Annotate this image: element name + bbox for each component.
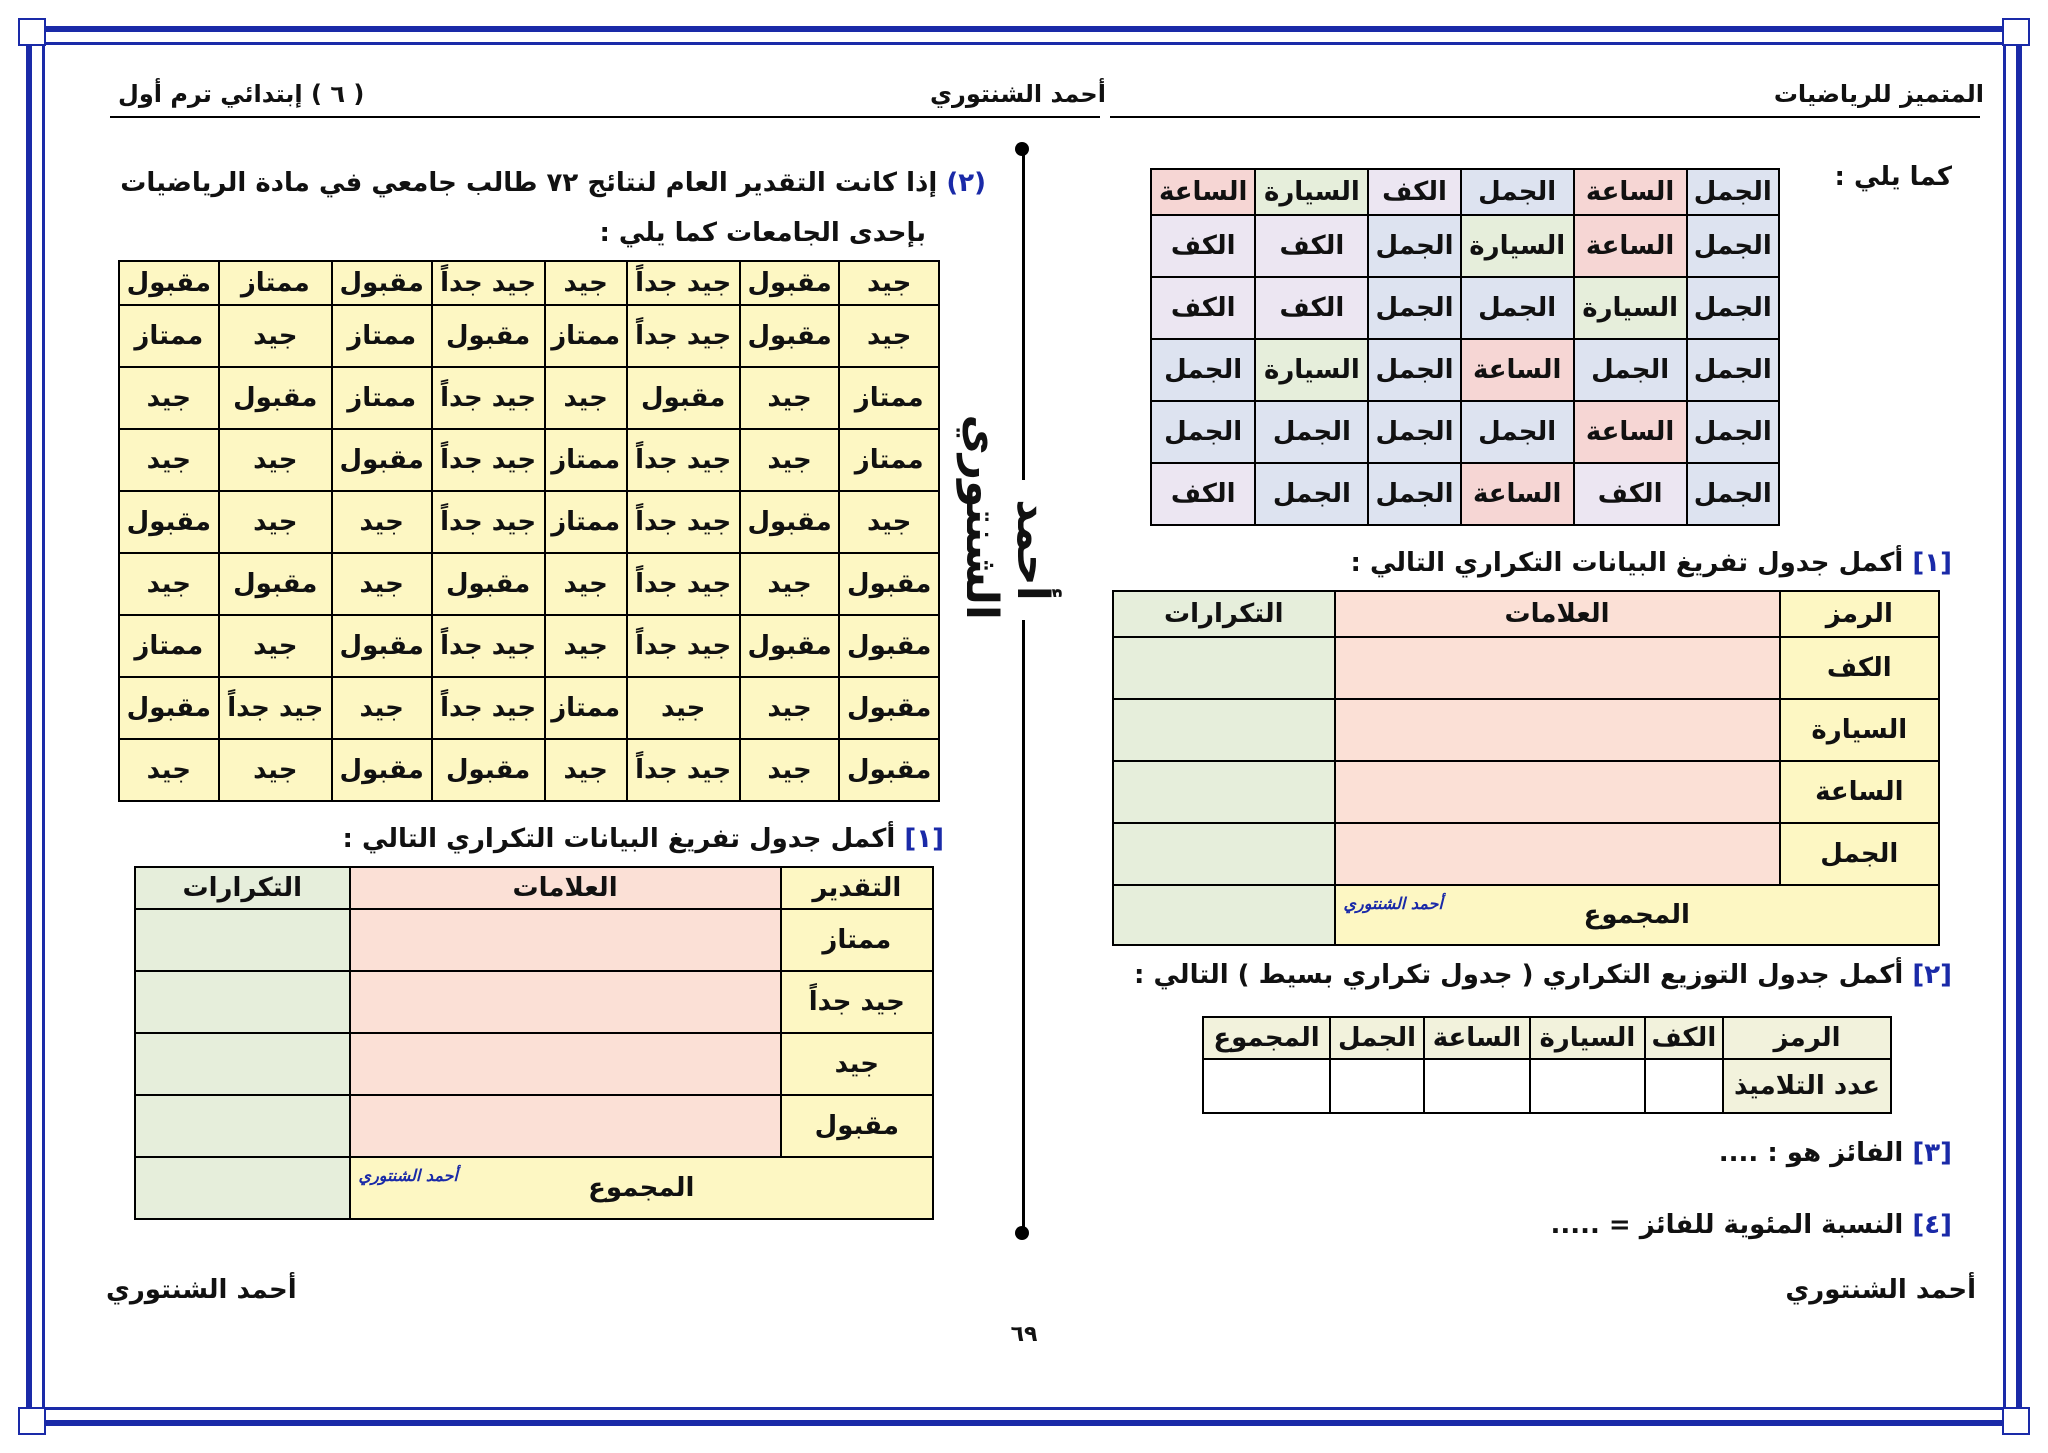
divider-dot xyxy=(1015,142,1029,156)
grade-cell: مقبول xyxy=(219,367,332,429)
grade-cell: جيد xyxy=(839,261,939,305)
grade-cell: مقبول xyxy=(332,429,432,491)
grade-cell: جيد جداً xyxy=(432,615,545,677)
grade-cell: جيد xyxy=(545,739,627,801)
grade-cell: مقبول xyxy=(740,261,840,305)
header-left-grade: ( ٦ ) إبتدائي ترم أول xyxy=(118,80,365,108)
grade-cell: ممتاز xyxy=(219,261,332,305)
dist-head-cell: المجموع xyxy=(1203,1017,1330,1059)
grade-cell: جيد جداً xyxy=(627,261,740,305)
grades-row xyxy=(119,429,939,491)
tally-head-freq: التكرارات xyxy=(1113,591,1335,637)
grade-cell: مقبول xyxy=(839,615,939,677)
symbol-cell: الكف xyxy=(1255,215,1368,277)
grades-row xyxy=(119,491,939,553)
grade-cell: جيد xyxy=(839,491,939,553)
dist-head-cell: الرمز xyxy=(1723,1017,1891,1059)
tally-row-label: مقبول xyxy=(781,1095,933,1157)
grade-cell: مقبول xyxy=(332,739,432,801)
grade-cell: جيد xyxy=(119,429,219,491)
symbol-cell: الجمل xyxy=(1151,339,1255,401)
grade-cell: مقبول xyxy=(432,305,545,367)
grade-cell: جيد xyxy=(740,553,840,615)
question-text: أكمل جدول التوزيع التكراري ( جدول تكراري بسيط ) التالي : xyxy=(1134,960,1904,990)
symbol-cell: الجمل xyxy=(1687,277,1779,339)
grade-cell: مقبول xyxy=(432,739,545,801)
symbol-cell: الكف xyxy=(1151,277,1255,339)
tally-marks-cell[interactable] xyxy=(1335,699,1780,761)
question-number: [١] xyxy=(1912,548,1952,578)
tally-marks-cell[interactable] xyxy=(1335,823,1780,885)
frame-corner xyxy=(2002,1407,2030,1435)
grade-cell: ممتاز xyxy=(332,367,432,429)
tally-marks-cell[interactable] xyxy=(350,909,781,971)
grade-cell: مقبول xyxy=(839,553,939,615)
grades-table xyxy=(118,260,940,802)
grade-cell: جيد xyxy=(219,739,332,801)
grade-cell: جيد xyxy=(545,261,627,305)
dist-cell[interactable] xyxy=(1330,1059,1424,1113)
frame-corner xyxy=(2002,18,2030,46)
grade-cell: جيد جداً xyxy=(627,615,740,677)
symbol-cell: الكف xyxy=(1574,463,1687,525)
grade-cell: مقبول xyxy=(219,553,332,615)
tally-total-freq[interactable] xyxy=(135,1157,350,1219)
tally-row-label: السيارة xyxy=(1780,699,1939,761)
tally-head-symbol: التقدير xyxy=(781,867,933,909)
signature: أحمد الشنتوري xyxy=(1343,894,1443,913)
symbol-cell: الساعة xyxy=(1461,463,1574,525)
right-q2 xyxy=(1134,960,1952,990)
grade-cell: جيد xyxy=(332,677,432,739)
grade-cell: جيد جداً xyxy=(627,739,740,801)
grade-cell: جيد xyxy=(545,553,627,615)
grade-cell: مقبول xyxy=(839,677,939,739)
frame-corner xyxy=(18,18,46,46)
dist-row-label: عدد التلاميذ xyxy=(1723,1059,1891,1113)
grade-cell: ممتاز xyxy=(839,367,939,429)
header-rule xyxy=(1110,116,1980,118)
question-text-line1: إذا كانت التقدير العام لنتائج ٧٢ طالب جامعي في مادة الرياضيات xyxy=(120,168,938,198)
grade-cell: مقبول xyxy=(740,305,840,367)
grade-cell: مقبول xyxy=(119,261,219,305)
grade-cell: مقبول xyxy=(740,615,840,677)
symbol-cell: الجمل xyxy=(1368,401,1460,463)
footer-left-author: أحمد الشنتوري xyxy=(106,1275,297,1305)
grade-cell: جيد جداً xyxy=(627,553,740,615)
dist-head-cell: السيارة xyxy=(1530,1017,1645,1059)
left-question-line2: بإحدى الجامعات كما يلي : xyxy=(599,218,926,248)
grade-cell: ممتاز xyxy=(545,491,627,553)
symbol-cell: السيارة xyxy=(1574,277,1687,339)
right-tally-table xyxy=(1112,590,1940,946)
center-divider xyxy=(1022,148,1025,1233)
grade-cell: جيد xyxy=(119,553,219,615)
grade-cell: جيد xyxy=(119,739,219,801)
symbols-row xyxy=(1151,169,1779,215)
tally-total-freq[interactable] xyxy=(1113,885,1335,945)
grade-cell: جيد xyxy=(545,367,627,429)
tally-row-label: الجمل xyxy=(1780,823,1939,885)
symbol-cell: الجمل xyxy=(1687,215,1779,277)
vertical-author-name: أحمد الشنتوري xyxy=(956,414,1058,620)
grade-cell: جيد xyxy=(332,491,432,553)
symbol-cell: السيارة xyxy=(1255,169,1368,215)
symbols-table xyxy=(1150,168,1780,526)
grades-row xyxy=(119,677,939,739)
grade-cell: جيد xyxy=(740,429,840,491)
symbols-row xyxy=(1151,215,1779,277)
tally-marks-cell[interactable] xyxy=(350,1033,781,1095)
grades-row xyxy=(119,305,939,367)
tally-total-cell xyxy=(350,1157,933,1219)
grade-cell: جيد xyxy=(740,677,840,739)
symbol-cell: الجمل xyxy=(1255,401,1368,463)
grade-cell: جيد جداً xyxy=(627,305,740,367)
grade-cell: ممتاز xyxy=(119,305,219,367)
tally-head-freq: التكرارات xyxy=(135,867,350,909)
dist-head-cell: الكف xyxy=(1645,1017,1723,1059)
tally-freq-cell[interactable] xyxy=(135,1033,350,1095)
left-q1 xyxy=(343,824,944,854)
dist-cell[interactable] xyxy=(1424,1059,1530,1113)
tally-row-label: جيد xyxy=(781,1033,933,1095)
question-text: الفائز هو : .... xyxy=(1718,1138,1904,1168)
grades-row xyxy=(119,615,939,677)
dist-cell[interactable] xyxy=(1645,1059,1723,1113)
grade-cell: مقبول xyxy=(119,491,219,553)
symbols-row xyxy=(1151,401,1779,463)
dist-head-cell: الجمل xyxy=(1330,1017,1424,1059)
grade-cell: جيد xyxy=(332,553,432,615)
grade-cell: جيد xyxy=(219,305,332,367)
tally-marks-cell[interactable] xyxy=(1335,637,1780,699)
symbol-cell: الجمل xyxy=(1687,169,1779,215)
grade-cell: مقبول xyxy=(627,367,740,429)
left-tally-table xyxy=(134,866,934,1220)
symbol-cell: الجمل xyxy=(1461,277,1574,339)
question-number: [٣] xyxy=(1912,1138,1952,1168)
frame-corner xyxy=(18,1407,46,1435)
tally-freq-cell[interactable] xyxy=(135,1095,350,1157)
symbols-row xyxy=(1151,463,1779,525)
question-number: [٢] xyxy=(1912,960,1952,990)
symbol-cell: الجمل xyxy=(1368,463,1460,525)
symbol-cell: الجمل xyxy=(1151,401,1255,463)
grade-cell: مقبول xyxy=(119,677,219,739)
symbol-cell: الجمل xyxy=(1574,339,1687,401)
symbol-cell: الكف xyxy=(1368,169,1460,215)
divider-dot xyxy=(1015,1226,1029,1240)
grade-cell: ممتاز xyxy=(839,429,939,491)
tally-head-marks: العلامات xyxy=(350,867,781,909)
right-intro: كما يلي : xyxy=(1834,162,1952,192)
right-q4 xyxy=(1550,1210,1952,1240)
tally-row-label: جيد جداً xyxy=(781,971,933,1033)
right-q1 xyxy=(1351,548,1952,578)
tally-freq-cell[interactable] xyxy=(1113,637,1335,699)
grade-cell: جيد xyxy=(740,367,840,429)
question-number: [٤] xyxy=(1912,1210,1952,1240)
grades-row xyxy=(119,367,939,429)
tally-row-label: الساعة xyxy=(1780,761,1939,823)
symbol-cell: الجمل xyxy=(1368,339,1460,401)
header-right-title: المتميز للرياضيات xyxy=(1773,80,1984,108)
grades-row xyxy=(119,261,939,305)
question-text: أكمل جدول تفريغ البيانات التكراري التالي : xyxy=(1350,548,1904,578)
grade-cell: جيد جداً xyxy=(432,367,545,429)
symbol-cell: الجمل xyxy=(1687,401,1779,463)
tally-freq-cell[interactable] xyxy=(1113,823,1335,885)
tally-row-label: الكف xyxy=(1780,637,1939,699)
left-question xyxy=(106,168,986,198)
symbol-cell: الجمل xyxy=(1368,277,1460,339)
grade-cell: جيد xyxy=(545,615,627,677)
signature: أحمد الشنتوري xyxy=(358,1166,458,1185)
grade-cell: جيد xyxy=(740,739,840,801)
symbol-cell: الساعة xyxy=(1461,339,1574,401)
question-text: أكمل جدول تفريغ البيانات التكراري التالي : xyxy=(342,824,896,854)
footer-right-author: أحمد الشنتوري xyxy=(1785,1275,1976,1305)
grade-cell: جيد جداً xyxy=(432,261,545,305)
tally-total-label: المجموع xyxy=(1583,900,1690,930)
symbol-cell: السيارة xyxy=(1255,339,1368,401)
grade-cell: مقبول xyxy=(432,553,545,615)
grade-cell: مقبول xyxy=(839,739,939,801)
question-number: (٢) xyxy=(946,168,986,198)
question-text: النسبة المئوية للفائز = ..... xyxy=(1550,1210,1904,1240)
grades-row xyxy=(119,553,939,615)
grade-cell: جيد xyxy=(839,305,939,367)
symbol-cell: الجمل xyxy=(1368,215,1460,277)
grade-cell: ممتاز xyxy=(545,429,627,491)
grade-cell: ممتاز xyxy=(545,305,627,367)
question-number: [١] xyxy=(904,824,944,854)
symbol-cell: الجمل xyxy=(1687,463,1779,525)
grade-cell: ممتاز xyxy=(119,615,219,677)
grade-cell: ممتاز xyxy=(332,305,432,367)
tally-freq-cell[interactable] xyxy=(1113,761,1335,823)
grade-cell: جيد جداً xyxy=(432,429,545,491)
distribution-table xyxy=(1202,1016,1892,1114)
symbol-cell: الجمل xyxy=(1461,401,1574,463)
symbol-cell: الكف xyxy=(1151,463,1255,525)
tally-freq-cell[interactable] xyxy=(135,909,350,971)
grade-cell: جيد xyxy=(219,615,332,677)
grade-cell: جيد xyxy=(627,677,740,739)
grade-cell: جيد xyxy=(219,491,332,553)
tally-marks-cell[interactable] xyxy=(350,971,781,1033)
symbol-cell: السيارة xyxy=(1461,215,1574,277)
symbols-row xyxy=(1151,277,1779,339)
grade-cell: مقبول xyxy=(332,615,432,677)
symbol-cell: الجمل xyxy=(1687,339,1779,401)
header-center-author: أحمد الشنتوري xyxy=(930,80,1106,108)
grade-cell: ممتاز xyxy=(545,677,627,739)
tally-marks-cell[interactable] xyxy=(1335,761,1780,823)
tally-marks-cell[interactable] xyxy=(350,1095,781,1157)
grades-row xyxy=(119,739,939,801)
grade-cell: جيد جداً xyxy=(432,491,545,553)
symbols-row xyxy=(1151,339,1779,401)
header-rule xyxy=(110,116,1100,118)
tally-row-label: ممتاز xyxy=(781,909,933,971)
tally-head-marks: العلامات xyxy=(1335,591,1780,637)
tally-total-cell xyxy=(1335,885,1939,945)
grade-cell: جيد جداً xyxy=(627,491,740,553)
symbol-cell: الساعة xyxy=(1574,401,1687,463)
grade-cell: جيد جداً xyxy=(627,429,740,491)
grade-cell: مقبول xyxy=(332,261,432,305)
grade-cell: جيد xyxy=(119,367,219,429)
symbol-cell: الساعة xyxy=(1151,169,1255,215)
grade-cell: جيد جداً xyxy=(219,677,332,739)
dist-head-cell: الساعة xyxy=(1424,1017,1530,1059)
dist-cell[interactable] xyxy=(1530,1059,1645,1113)
right-q3 xyxy=(1719,1138,1952,1168)
symbol-cell: الجمل xyxy=(1255,463,1368,525)
dist-cell[interactable] xyxy=(1203,1059,1330,1113)
symbol-cell: الكف xyxy=(1255,277,1368,339)
tally-freq-cell[interactable] xyxy=(1113,699,1335,761)
tally-head-symbol: الرمز xyxy=(1780,591,1939,637)
page-number: ٦٩ xyxy=(1010,1322,1038,1347)
tally-freq-cell[interactable] xyxy=(135,971,350,1033)
symbol-cell: الجمل xyxy=(1461,169,1574,215)
grade-cell: مقبول xyxy=(740,491,840,553)
symbol-cell: الكف xyxy=(1151,215,1255,277)
symbol-cell: الساعة xyxy=(1574,169,1687,215)
grade-cell: جيد جداً xyxy=(432,677,545,739)
symbol-cell: الساعة xyxy=(1574,215,1687,277)
grade-cell: جيد xyxy=(219,429,332,491)
tally-total-label: المجموع xyxy=(588,1173,695,1203)
